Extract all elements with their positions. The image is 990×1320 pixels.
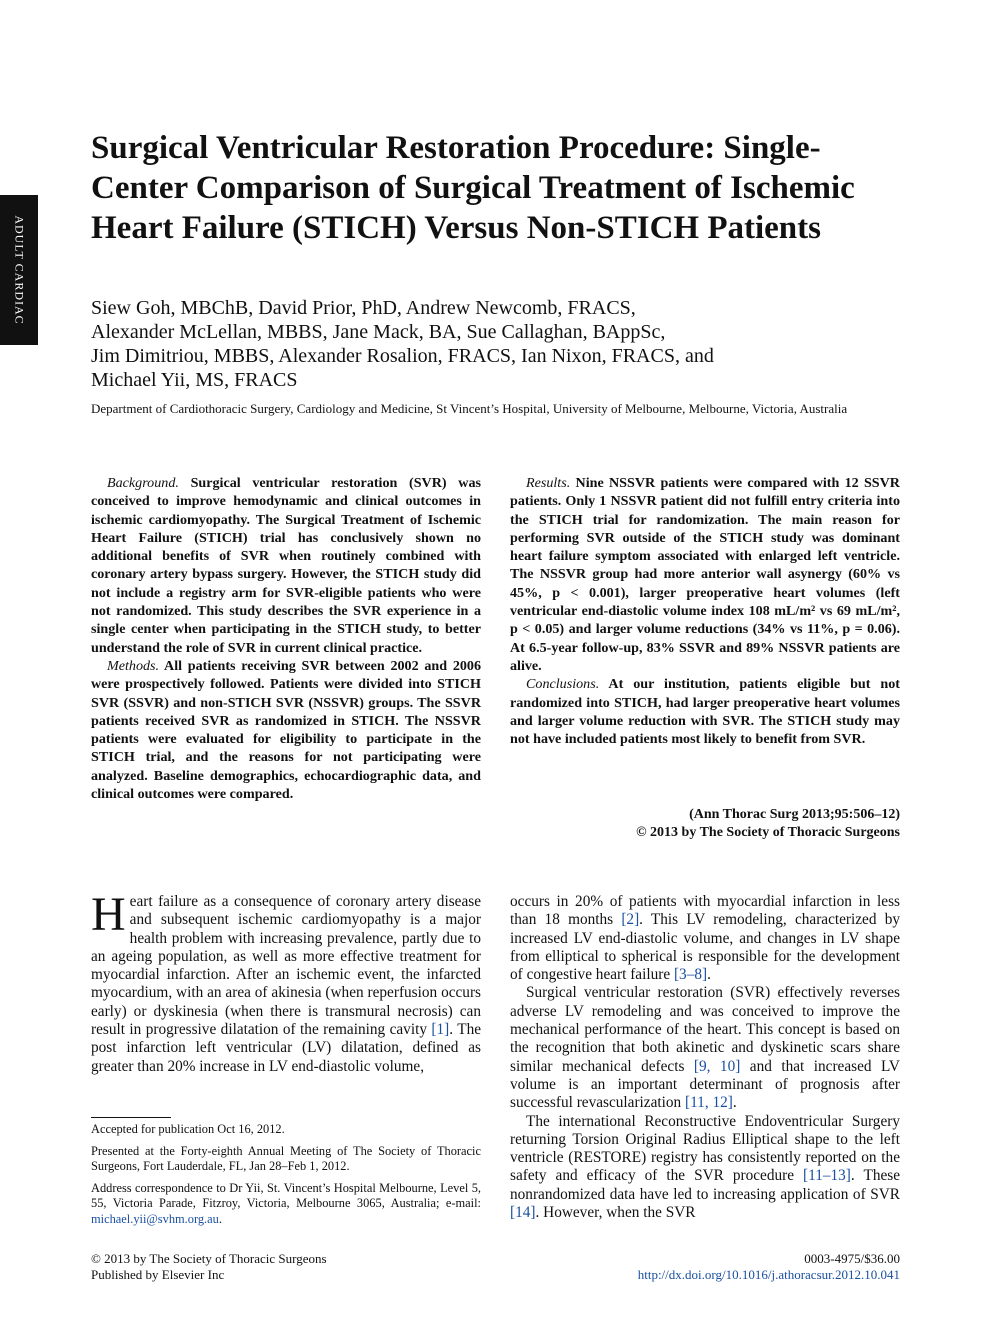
abstract-methods <box>91 657 481 803</box>
body-text: . This LV remodeling, characterized by increased LV end-diastolic volume, and changes in LV shape from elliptical to spherical is responsible for the development of congestive heart failure <box>510 911 900 984</box>
abstract-conclusions <box>510 675 900 748</box>
abstract-results <box>510 474 900 675</box>
footnote-correspondence <box>91 1181 481 1228</box>
footnotes <box>91 1122 481 1234</box>
body-text: The international Reconstructive Endoventricular Surgery returning Torsion Original Radius Elliptical shape to the left ventricle (RESTORE) registry has consistently reported on the safety and efficacy of the SVR procedure <box>510 1112 900 1185</box>
correspondence-text: Address correspondence to Dr Yii, St. Vincent’s Hospital Melbourne, Level 5, 55, Victoria Parade, Fitzroy, Victoria, Melbourne 3065, Australia; e-mail: <box>91 1180 481 1211</box>
section-tab <box>0 195 38 345</box>
body-paragraph <box>510 893 900 984</box>
abstract-methods-heading: Methods. <box>107 657 160 674</box>
abstract-background <box>91 474 481 657</box>
footer-issn: 0003-4975/$36.00 <box>804 1251 900 1266</box>
reference-link[interactable]: [9, 10] <box>693 1057 741 1075</box>
body-text: occurs in 20% of patients with myocardial infarction in less than 18 months <box>510 893 900 929</box>
abstract-background-text: Surgical ventricular restoration (SVR) was conceived to improve hemodynamic and clinical outcomes in ischemic cardiomyopathy. The Surgical Treatment of Ischemic Heart Failure (STICH) trial has conclusively shown no additional benefits of SVR when routinely combined with coronary artery bypass surgery. However, the STICH study did not include a registry arm for SVR-eligible patients who were not randomized. This study describes the SVR experience in a single center when participating in the STICH study, to better understand the role of SVR in current clinical practice. <box>91 475 481 656</box>
body-text: . <box>707 966 711 984</box>
body-text: . The post infarction left ventricular (LV) dilatation, defined as greater than 20% increase in LV end-diastolic volume, <box>91 1021 482 1075</box>
author-line: Jim Dimitriou, MBBS, Alexander Rosalion, FRACS, Ian Nixon, FRACS, and <box>91 345 714 367</box>
abstract-right-column <box>510 474 900 748</box>
abstract-background-heading: Background. <box>107 475 179 491</box>
article-title: Surgical Ventricular Restoration Procedure: Single-Center Comparison of Surgical Treatment of Ischemic Heart Failure (STICH) Versus Non-STICH Patients <box>91 130 855 246</box>
reference-link[interactable]: [2] <box>621 911 640 929</box>
doi-link[interactable]: http://dx.doi.org/10.1016/j.athoracsur.2012.10.041 <box>637 1266 900 1282</box>
body-text: . <box>732 1094 737 1112</box>
reference-link[interactable]: [3–8] <box>673 966 708 984</box>
correspondence-end: . <box>218 1211 222 1226</box>
reference-link[interactable]: [11–13] <box>803 1167 851 1185</box>
body-text: and that increased LV volume is an important determinant of prognosis after successful revascularization <box>510 1057 900 1112</box>
author-line: Alexander McLellan, MBBS, Jane Mack, BA, Sue Callaghan, BAppSc, <box>91 321 666 343</box>
footnote-accepted: Accepted for publication Oct 16, 2012. <box>91 1122 285 1136</box>
abstract-results-heading: Results. <box>526 475 571 491</box>
author-line: Michael Yii, MS, FRACS <box>91 369 298 391</box>
reference-link[interactable]: [11, 12] <box>685 1094 733 1112</box>
section-tab-label: ADULT CARDIAC <box>12 215 27 325</box>
abstract-methods-text: All patients receiving SVR between 2002 and 2006 were prospectively followed. Patients were divided into STICH SVR (SSVR) and non-STICH SVR (NSSVR) groups. The SSVR patients received SVR as randomized in STICH. The NSSVR patients were evaluated for eligibility to participate in the STICH trial, and the reasons for not participating were analyzed. Baseline demographics, echocardiographic data, and clinical outcomes were compared. <box>91 657 482 803</box>
body-paragraph <box>91 888 482 1076</box>
body-right-column <box>510 893 900 1222</box>
body-text: . These nonrandomized data have led to increasing application of SVR <box>510 1167 900 1203</box>
body-paragraph <box>510 984 900 1112</box>
abstract-conclusions-heading: Conclusions. <box>526 676 600 693</box>
body-paragraph <box>510 1113 900 1223</box>
citation-block <box>510 806 900 842</box>
author-list <box>91 296 911 392</box>
author-line: Siew Goh, MBChB, David Prior, PhD, Andrew Newcomb, FRACS, <box>91 297 636 319</box>
footnote-divider <box>91 1117 171 1118</box>
affiliation: Department of Cardiothoracic Surgery, Cardiology and Medicine, St Vincent’s Hospital, University of Melbourne, Melbourne, Victoria, Australia <box>91 401 848 416</box>
footer-right <box>510 1251 900 1282</box>
footnote-presented: Presented at the Forty-eighth Annual Meeting of The Society of Thoracic Surgeons, Fort Lauderdale, FL, Jan 28–Feb 1, 2012. <box>91 1143 481 1174</box>
footer-copyright: © 2013 by The Society of Thoracic Surgeons <box>91 1251 327 1266</box>
body-text: Surgical ventricular restoration (SVR) effectively reverses adverse LV remodeling and was conceived to improve the mechanical performance of the heart. This concept is based on the recognition that both akinetic and dyskinetic scars share similar mechanical defects <box>510 984 900 1075</box>
email-link[interactable]: michael.yii@svhm.org.au <box>91 1211 219 1226</box>
footer-publisher: Published by Elsevier Inc <box>91 1266 225 1282</box>
reference-link[interactable]: [1] <box>431 1021 450 1039</box>
body-text: . However, when the SVR <box>535 1204 696 1222</box>
abstract-left-column <box>91 474 481 803</box>
journal-citation: (Ann Thorac Surg 2013;95:506–12) <box>689 807 900 822</box>
abstract-results-text: Nine NSSVR patients were compared with 12 SSVR patients. Only 1 NSSVR patient did not fulfill entry criteria into the STICH trial for randomization. The main reason for performing SVR outside of the STICH study was dominant heart failure symptom associated with enlarged left ventricle. The NSSVR group had more anterior wall asynergy (60% vs 45%, p < 0.001), larger preoperative heart volumes (left ventricular end-diastolic volume index 108 mL/m² vs 69 mL/m², p < 0.05) and larger volume reductions (34% vs 11%, p = 0.06). At 6.5-year follow-up, 83% SSVR and 89% NSSVR patients are alive. <box>510 475 900 674</box>
footer-left <box>91 1251 481 1282</box>
drop-cap: H <box>91 888 126 941</box>
body-text: eart failure as a consequence of coronary artery disease and subsequent ischemic cardiomyopathy is a major health problem with increasing prevalence, partly due to an ageing population, as well as more effective treatment for myocardial infarction. After an ischemic event, the infarcted myocardium, with an area of akinesia (when reperfusion occurs early) or dyskinesia (when there is transmural necrosis) can result in progressive dilatation of the remaining cavity <box>91 893 481 1039</box>
reference-link[interactable]: [14] <box>510 1204 536 1222</box>
citation-copyright: © 2013 by The Society of Thoracic Surgeons <box>636 825 900 840</box>
body-left-column <box>91 888 482 1076</box>
abstract-conclusions-text: At our institution, patients eligible but not randomized into STICH, had larger preoperative heart volumes and larger volume reduction with SVR. The STICH study may not have included patients most likely to benefit from SVR. <box>510 676 900 748</box>
